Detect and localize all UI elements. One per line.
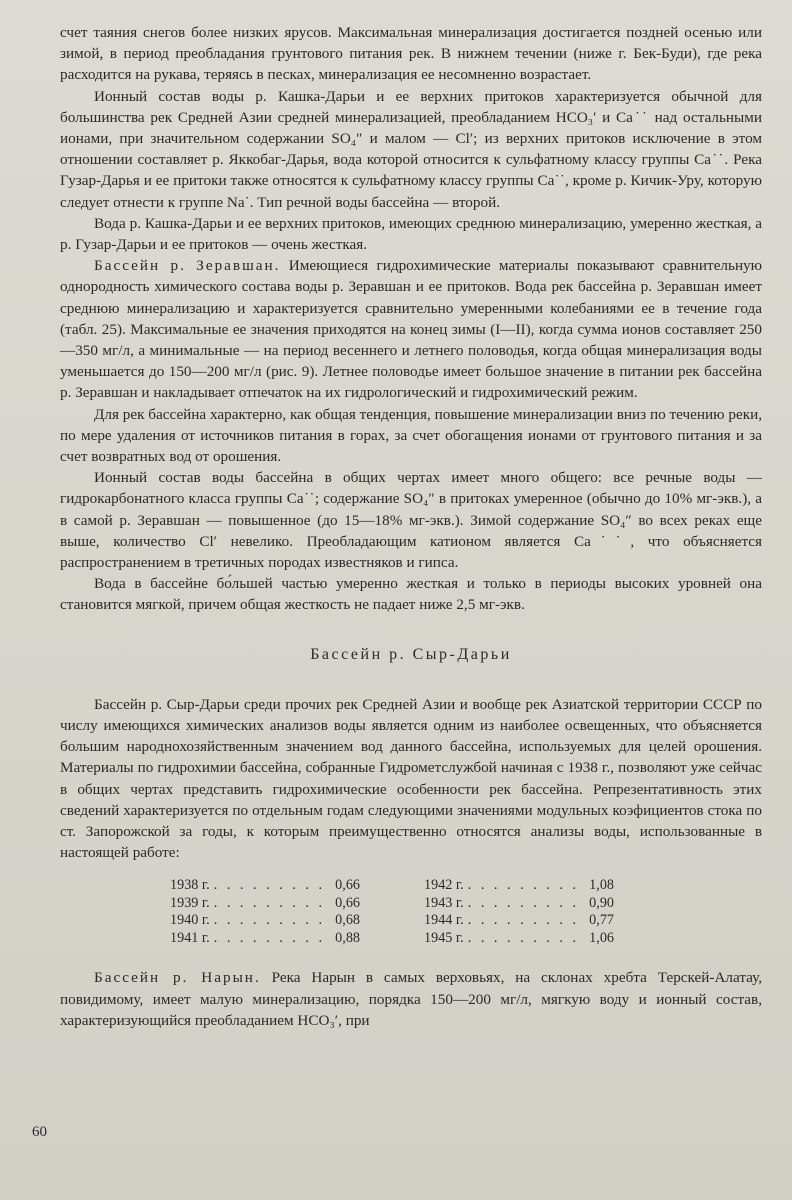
table-year: 1938 г. (170, 877, 210, 894)
table-year: 1941 г. (170, 929, 210, 946)
leader-dots: . . . . . . . . . (467, 894, 580, 911)
leader-dots: . . . . . . . . . (467, 877, 580, 894)
leader-dots: . . . . . . . . . (213, 929, 326, 946)
table-row (170, 912, 360, 930)
paragraph-9 (60, 967, 762, 1031)
runoff-coefficient-table (170, 877, 762, 947)
paragraph-3: Вода р. Кашка-Дарьи и ее верхних притоков, имеющих среднюю минерализацию, умеренно жесткая, а р. Гузар-Дарьи и ее притоков — очень жесткая. (60, 214, 762, 254)
table-column-left (170, 877, 360, 947)
leader-dots: . . . . . . . . . (213, 877, 326, 894)
table-row (170, 895, 360, 913)
table-year: 1942 г. (424, 877, 464, 894)
table-value: 0,66 (335, 894, 360, 911)
paragraph-2: Ионный состав воды р. Кашка-Дарьи и ее верхних притоков характеризуется обычной для большинства рек Средней Азии средней минерализацией, преобладанием HCO₃′ и Ca˙˙ над остальными ионами, при значительном содержании SO₄″ и малом — Cl′; из верхних притоков исключение в этом отношении составляет р. Яккобаг-Дарья, вода которой относится к сульфатному классу группы Ca˙˙. Река Гузар-Дарья и ее притоки также относятся к сульфатному классу группы Ca˙˙, кроме р. Кичик-Уру, которую следует отнести к группе Na˙. Тип речной воды бассейна — второй. (60, 87, 762, 211)
paragraph-8: Бассейн р. Сыр-Дарьи среди прочих рек Средней Азии и вообще рек Азиатской территории СССР по числу имеющихся химических анализов воды является одним из наиболее освещенных, что объясняется большим народнохозяйственным значением вод данного бассейна, используемых для целей орошения. Материалы по гидрохимии бассейна, собранные Гидрометслужбой начиная с 1938 г., позволяют уже сейчас в общих чертах представить гидрохимические особенности рек бассейна. Репрезентативность этих сведений характеризуется по отдельным годам следующими значениями модульных коэфициентов стока по ст. Запорожской за годы, к которым преимущественно относятся анализы воды, использованные в настоящей работе: (60, 695, 762, 862)
table-year: 1943 г. (424, 894, 464, 911)
leader-dots: . . . . . . . . . (467, 912, 580, 929)
paragraph-4-text: Имеющиеся гидрохимические материалы показывают сравнительную однородность химического состава воды р. Зеравшан и ее притоков. Вода рек бассейна р. Зеравшан имеет среднюю минерализацию и характеризуется сравнительно умеренными колебаниями ее в течение года (табл. 25). Максимальные ее значения приходятся на конец зимы (I—II), когда сумма ионов составляет 250—350 мг/л, а минимальные — на период весеннего и летнего половодья, когда общая минерализация воды уменьшается до 150—200 мг/л (рис. 9). Летнее половодье имеет большое значение в питании рек бассейна р. Зеравшан и накладывает отпечаток на их гидрологический и гидрохимический режим. (60, 257, 763, 402)
table-value: 0,88 (335, 929, 360, 946)
table-row (424, 877, 614, 895)
table-year: 1940 г. (170, 912, 210, 929)
table-row (424, 930, 614, 948)
section-lead-naryn: Бассейн р. Нарын. (94, 969, 261, 987)
page-number: 60 (32, 1124, 47, 1140)
paragraph-7: Вода в бассейне бо́льшей частью умеренно жесткая и только в периоды высоких уровней она становится мягкой, причем общая жесткость не падает ниже 2,5 мг-экв. (60, 575, 762, 614)
table-column-right (424, 877, 614, 947)
section-lead-zeravshan: Бассейн р. Зеравшан. (94, 257, 281, 275)
table-value: 0,66 (335, 877, 360, 894)
paragraph-4 (60, 255, 762, 403)
leader-dots: . . . . . . . . . (467, 929, 580, 946)
paragraph-9-text: Река Нарын в самых верховьях, на склонах хребта Терскей-Алатау, повидимому, имеет малую минерализацию, порядка 150—200 мг/л, мягкую воду и ионный состав, характеризующийся преобладанием HCO₃′, при (60, 969, 763, 1029)
leader-dots: . . . . . . . . . (213, 894, 326, 911)
table-row (170, 877, 360, 895)
table-row (424, 912, 614, 930)
table-value: 0,90 (589, 894, 614, 911)
table-row (424, 895, 614, 913)
table-value: 1,06 (589, 929, 614, 946)
table-year: 1939 г. (170, 894, 210, 911)
table-value: 1,08 (589, 877, 614, 894)
table-year: 1945 г. (424, 929, 464, 946)
paragraph-5: Для рек бассейна характерно, как общая тенденция, повышение минерализации вниз по течению реки, по мере удаления от источников питания в горах, за счет обогащения ионами от грунтового питания и за счет возвратных вод от орошения. (60, 405, 762, 466)
leader-dots: . . . . . . . . . (213, 912, 326, 929)
paragraph-1: счет таяния снегов более низких ярусов. Максимальная минерализация достигается поздней осенью или зимой, в период преобладания грунтового питания рек. В нижнем течении (ниже г. Бек-Буди), где река расходится на рукава, теряясь в песках, минерализация ее несомненно возрастает. (60, 24, 762, 84)
table-row (170, 930, 360, 948)
table-year: 1944 г. (424, 912, 464, 929)
table-value: 0,68 (335, 912, 360, 929)
paragraph-6: Ионный состав воды бассейна в общих чертах имеет много общего: все речные воды — гидрокарбонатного класса группы Ca˙˙; содержание SO₄″ в притоках умеренное (обычно до 10% мг-экв.), а в самой р. Зеравшан — повышенное (до 15—18% мг-экв.). Зимой содержание SO₄″ во всех реках еще выше, количество Cl′ невелико. Преобладающим катионом является Ca˙˙, что объясняется распространением в третичных породах известняков и гипса. (60, 469, 762, 572)
section-heading-syr-darya: Бассейн р. Сыр-Дарьи (310, 645, 512, 663)
table-value: 0,77 (589, 912, 614, 929)
